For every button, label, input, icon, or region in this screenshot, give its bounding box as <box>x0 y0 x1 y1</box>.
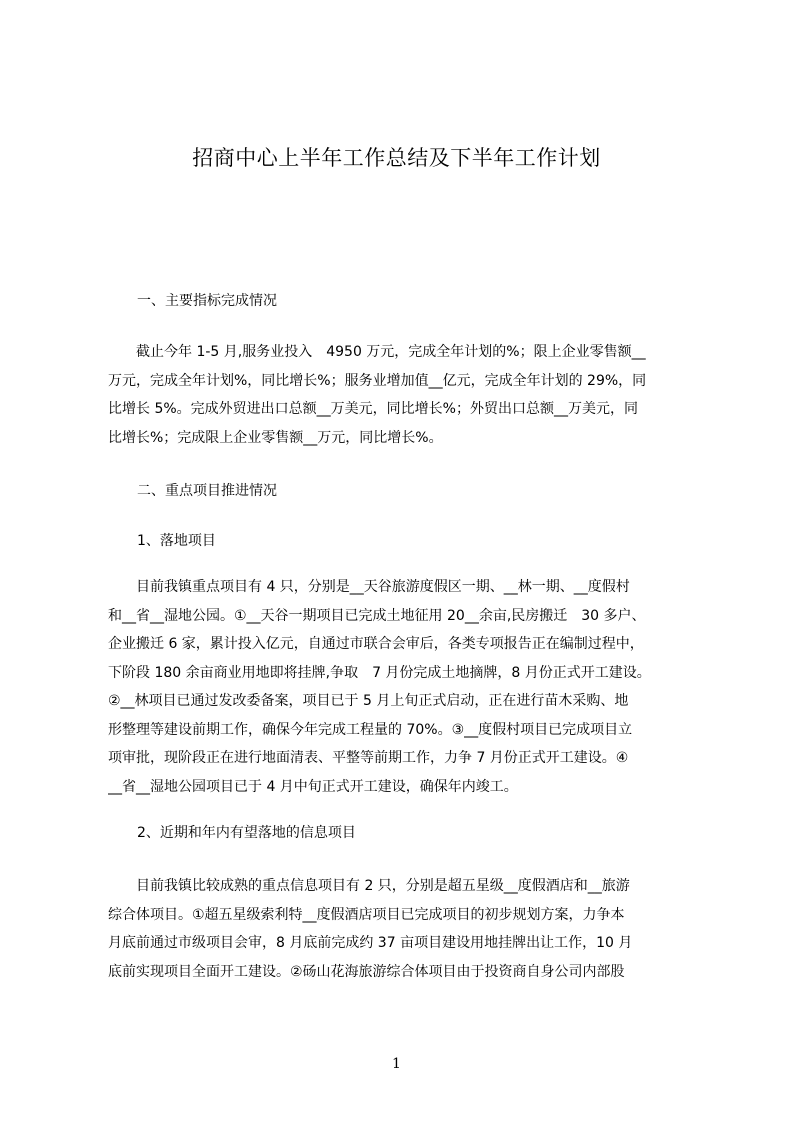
page-number: 1 <box>392 1056 401 1072</box>
section-1-paragraph <box>108 338 700 452</box>
paragraph-line: ②__林项目已通过发改委备案，项目已于 5 月上旬正式启动，正在进行苗木采购、地 <box>108 693 629 709</box>
section-1-heading: 一、主要指标完成情况 <box>137 293 277 309</box>
paragraph-line: 下阶段 180 余亩商业用地即将挂牌,争取 7 月份完成土地摘牌，8 月份正式开工建设。 <box>108 664 651 681</box>
paragraph-line: 和__省__湿地公园。①__天谷一期项目已完成土地征用 20__余亩,民房搬迁 30 多户、 <box>108 607 646 624</box>
document-title: 招商中心上半年工作总结及下半年工作计划 <box>192 146 601 170</box>
paragraph-line: 底前实现项目全面开工建设。②砀山花海旅游综合体项目由于投资商自身公司内部股 <box>108 963 625 980</box>
paragraph-line: 综合体项目。①超五星级索利特__度假酒店项目已完成项目的初步规划方案，力争本 <box>108 906 625 923</box>
paragraph-line: 形整理等建设前期工作，确保今年完成工程量的 70%。③__度假村项目已完成项目立 <box>108 721 633 738</box>
paragraph-line: 月底前通过市级项目会审，8 月底前完成约 37 亩项目建设用地挂牌出让工作，10 月 <box>108 935 633 951</box>
paragraph-line: 目前我镇重点项目有 4 只，分别是__天谷旅游度假区一期、__林一期、__度假村 <box>108 579 630 595</box>
paragraph-line: __省__湿地公园项目已于 4 月中旬正式开工建设，确保年内竣工。 <box>108 778 518 795</box>
paragraph-line: 企业搬迁 6 家，累计投入亿元，自通过市联合会审后，各类专项报告正在编制过程中， <box>108 636 644 652</box>
subsection-2-1-heading: 1、落地项目 <box>137 533 216 549</box>
paragraph-line: 截止今年 1-5 月,服务业投入 4950 万元，完成全年计划的%；限上企业零售额__ <box>108 344 646 360</box>
subsection-2-2-heading: 2、近期和年内有望落地的信息项目 <box>137 825 356 841</box>
subsection-2-2-paragraph <box>108 872 700 986</box>
paragraph-line: 目前我镇比较成熟的重点信息项目有 2 只，分别是超五星级__度假酒店和__旅游 <box>108 878 630 894</box>
paragraph-line: 比增长%；完成限上企业零售额__万元，同比增长%。 <box>108 429 443 446</box>
subsection-2-1-paragraph <box>108 573 700 801</box>
paragraph-line: 比增长 5%。完成外贸进出口总额__万美元，同比增长%；外贸出口总额__万美元，同 <box>108 401 638 417</box>
paragraph-line: 项审批，现阶段正在进行地面清表、平整等前期工作，力争 7 月份正式开工建设。④ <box>108 750 629 766</box>
section-2-heading: 二、重点项目推进情况 <box>137 483 277 499</box>
paragraph-line: 万元，完成全年计划%，同比增长%；服务业增加值__亿元，完成全年计划的 29%，同 <box>108 372 647 389</box>
